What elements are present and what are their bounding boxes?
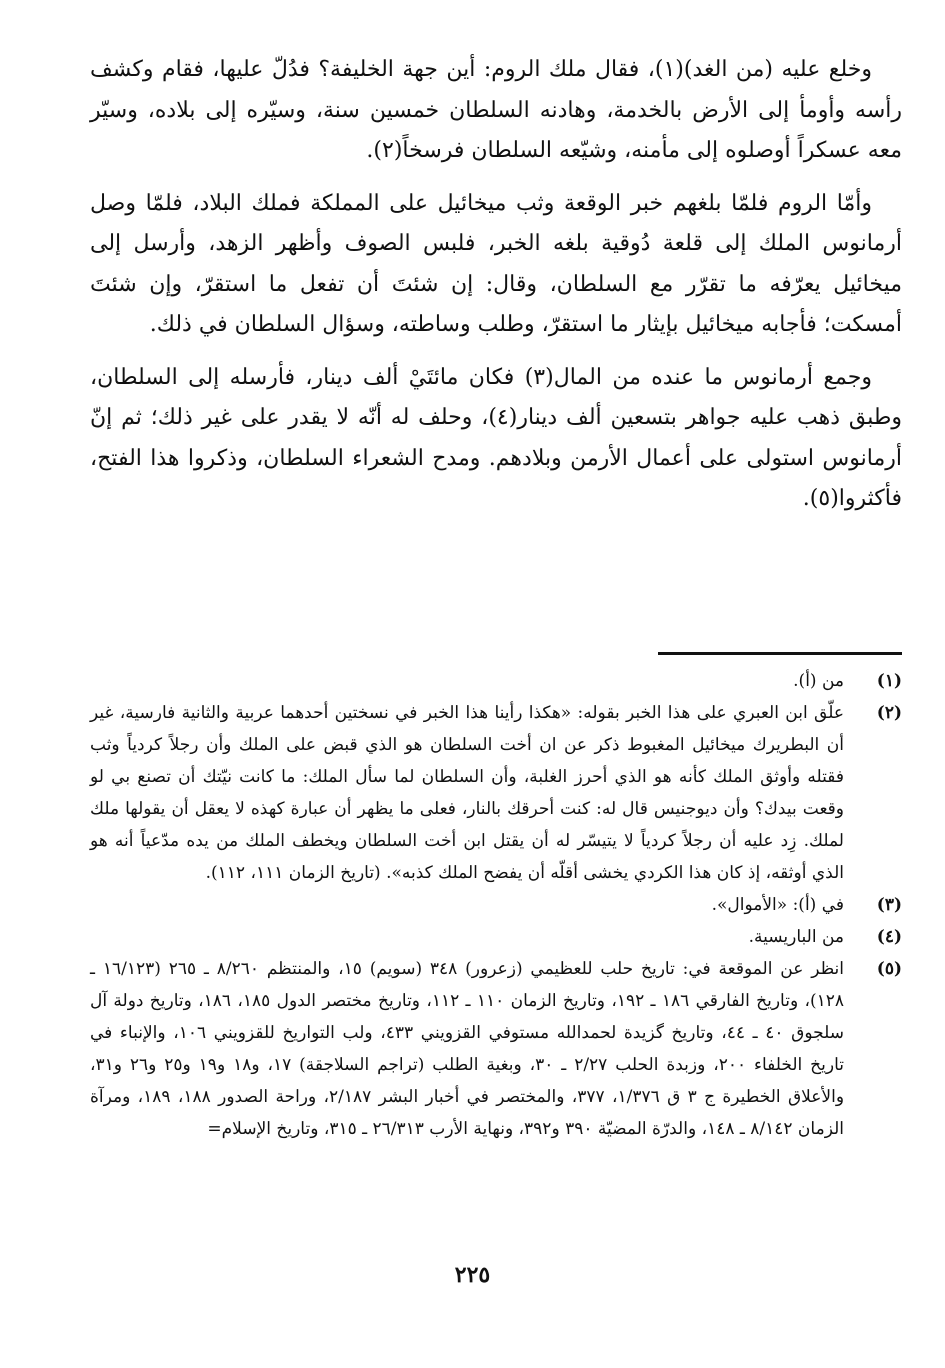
footnote-number: (١): [876, 671, 902, 691]
footnote-4: [90, 921, 902, 953]
footnote-3: [90, 889, 902, 921]
paragraph-2: وأمّا الروم فلمّا بلغهم خبر الوقعة وثب ميخائيل على المملكة فملك البلاد، فلمّا وصل أرمانوس الملك إلى قلعة دُوقية بلغه الخبر، فلبس الصوف وأظهر الزهد، وأرسل إلى ميخائيل يعرّفه ما تقرّر مع السلطان، وقال: إن شئتَ أن تفعل ما استقرّ، وإن شئتَ أمسكت؛ فأجابه ميخائيل بإيثار ما استقرّ، وطلب وساطته، وسؤال السلطان في ذلك.: [90, 190, 902, 337]
paragraph-3: وجمع أرمانوس ما عنده من المال(٣) فكان مائتَيْ ألف دينار، فأرسله إلى السلطان، وطبق ذهب عليه جواهر بتسعين ألف دينار(٤)، وحلف له أنّه لا يقدر على غير ذلك؛ ثم إنّ أرمانوس استولى على أعمال الأرمن وبلادهم. ومدح الشعراء السلطان، وذكروا هذا الفتح، فأكثروا(٥).: [90, 364, 902, 511]
footnote-number: (٣): [876, 895, 902, 915]
footnote-text: في (أ): «الأموال».: [711, 895, 844, 915]
footnote-number: (٢): [876, 703, 902, 723]
footnote-text: علّق ابن العبري على هذا الخبر بقوله: «هكذا رأينا هذا الخبر في نسختين أحدهما عربية والثانية فارسية، غير أن البطريرك ميخائيل المغبوط ذكر عن ان أخت السلطان هو الذي قبض على الملك وأن رجلاً كردياً وثب فقتله وأوثق الملك كأنه هو الذي أحرز الغلبة، وأن السلطان لما سأل الملك: ما كانت نيّتك أن تصنع بي لو وقعت بيدك؟ وأن ديوجنيس قال له: كنت أحرقك بالنار، فعلى ما يظهر أن عبارة كهذه لا يعقل أن يقولها ملك لملك. زِد عليه أن رجلاً كردياً لا يتيسّر له أن يقتل ابن أخت السلطان ويخطف الملك من يده مدّعياً أنه هو الذي أوثقه، إذ كان هذا الكردي يخشى أقلّه أن يفضح الملك كذبه». (تاريخ الزمان ١١١، ١١٢).: [90, 703, 844, 883]
footnote-number: (٥): [876, 959, 902, 979]
footnotes: [90, 665, 902, 1145]
footnote-2: [90, 697, 902, 889]
footnote-1: [90, 665, 902, 697]
footnote-5: [90, 953, 902, 1145]
paragraph-1: وخلع عليه (من الغد)(١)، فقال ملك الروم: أين جهة الخليفة؟ فدُلّ عليها، فقام وكشف رأسه وأومأ إلى الأرض بالخدمة، وهادنه السلطان خمسين سنة، وسيّره إلى بلاده، وسيّر معه عسكراً أوصلوه إلى مأمنه، وشيّعه السلطان فرسخاً(٢).: [90, 57, 902, 163]
main-text: [90, 50, 902, 532]
footnote-text: من (أ).: [793, 671, 844, 691]
page-number: ٢٢٥: [454, 1262, 491, 1288]
footnote-text: من الباريسية.: [748, 927, 844, 947]
footnote-separator: [658, 652, 902, 655]
footnote-number: (٤): [876, 927, 902, 947]
footnote-text: انظر عن الموقعة في: تاريخ حلب للعظيمي (زعرور) ٣٤٨ (سويم) ١٥، والمنتظم ٨/٢٦٠ ـ ٢٦٥ (١٦/١٢٣ ـ ١٢٨)، وتاريخ الفارقي ١٨٦ ـ ١٩٢، وتاريخ الزمان ١١٠ ـ ١١٢، وتاريخ مختصر الدول ١٨٥، ١٨٦، وتاريخ دولة آل سلجوق ٤٠ ـ ٤٤، وتاريخ گزيدة لحمدالله مستوفي القزويني ٤٣٣، ولب التواريخ للقزويني ١٠٦، والإنباء في تاريخ الخلفاء ٢٠٠، وزبدة الحلب ٢/٢٧ ـ ٣٠، وبغية الطلب (تراجم السلاجقة) ١٧، و١٨ و١٩ و٢٥ و٢٦ و٣١، والأعلاق الخطيرة ج ٣ ق ١/٣٧٦، ٣٧٧، والمختصر في أخبار البشر ٢/١٨٧، وراحة الصدور ١٨٨، ١٨٩، ومرآة الزمان ٨/١٤٢ ـ ١٤٨، والدرّة المضيّة ٣٩٠ و٣٩٢، ونهاية الأرب ٢٦/٣١٣ ـ ٣١٥، وتاريخ الإسلام=: [90, 959, 845, 1139]
